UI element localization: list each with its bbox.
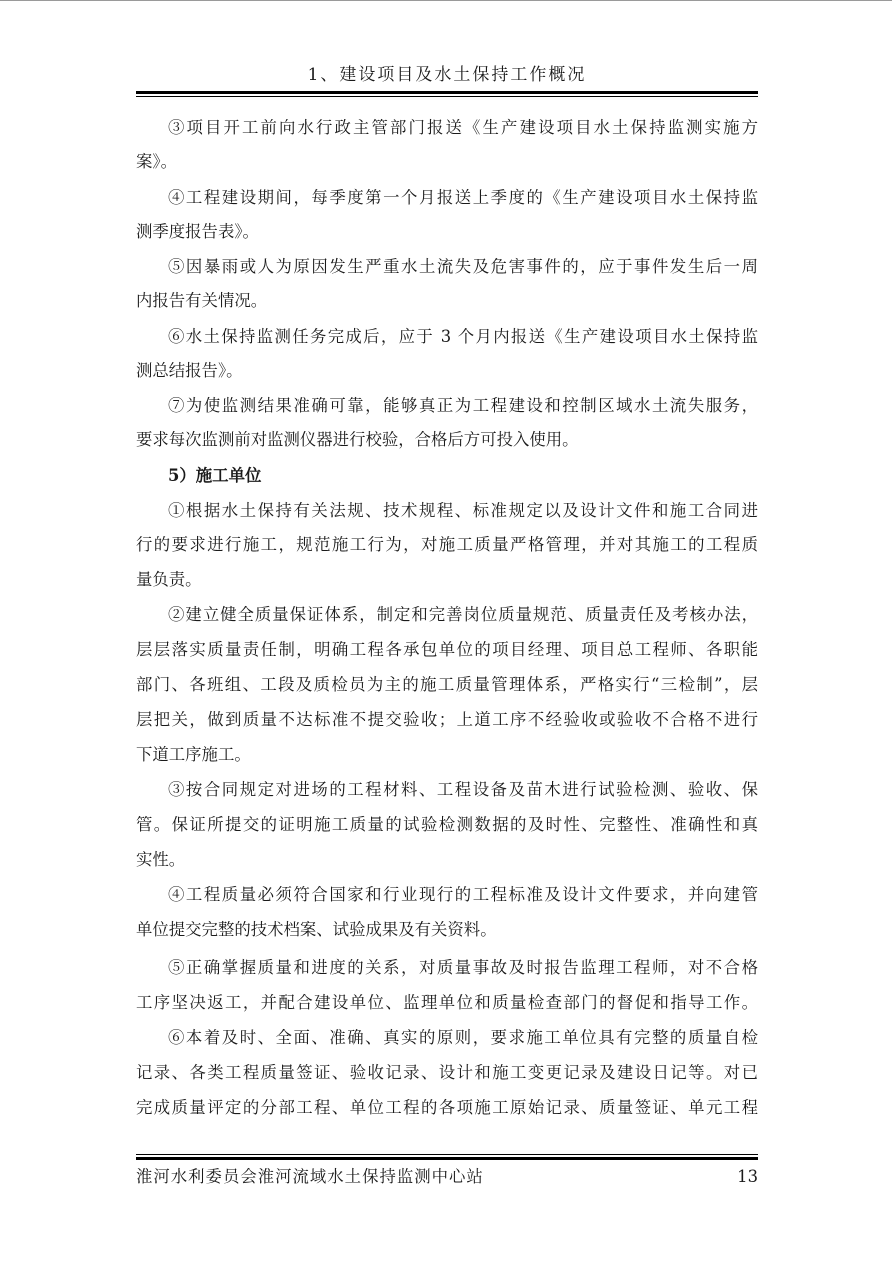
- paragraph-line: ②建立健全质量保证体系，制定和完善岗位质量规范、质量责任及考核办法，: [168, 605, 758, 624]
- page-top-border: [0, 0, 892, 1]
- header-rule-thick: [136, 91, 758, 94]
- footer-rule-thick: [136, 1157, 758, 1160]
- paragraph-line: 要求每次监测前对监测仪器进行校验，合格后方可投入使用。: [136, 430, 579, 449]
- paragraph-line: 案》。: [136, 152, 177, 171]
- paragraph-line: 实性。: [136, 850, 186, 869]
- paragraph-line: ③项目开工前向水行政主管部门报送《生产建设项目水土保持监测实施方: [168, 118, 758, 137]
- paragraph-line: 部门、各班组、工段及质检员为主的施工质量管理体系，严格实行“三检制”，层: [136, 675, 758, 694]
- paragraph-line: ④工程建设期间，每季度第一个月报送上季度的《生产建设项目水土保持监: [168, 188, 758, 207]
- paragraph-line: ⑥本着及时、全面、准确、真实的原则，要求施工单位具有完整的质量自检: [168, 1028, 758, 1047]
- paragraph-line: ①根据水土保持有关法规、技术规程、标准规定以及设计文件和施工合同进: [168, 501, 758, 520]
- paragraph-line: 行的要求进行施工，规范施工行为，对施工质量严格管理，并对其施工的工程质: [136, 535, 758, 554]
- paragraph-line: ④工程质量必须符合国家和行业现行的工程标准及设计文件要求，并向建管: [168, 885, 758, 904]
- paragraph-line: 层把关，做到质量不达标准不提交验收；上道工序不经验收或验收不合格不进行: [136, 710, 758, 729]
- page-header-title: 1、建设项目及水土保持工作概况: [307, 65, 587, 85]
- page-number: 13: [737, 1167, 758, 1186]
- paragraph-line: 测总结报告》。: [136, 361, 243, 380]
- section-heading: 5）施工单位: [168, 466, 262, 485]
- paragraph-line: 单位提交完整的技术档案、试验成果及有关资料。: [136, 920, 497, 939]
- paragraph-line: 量负责。: [136, 570, 202, 589]
- paragraph-line: 记录、各类工程质量签证、验收记录、设计和施工变更记录及建设日记等。对已: [136, 1063, 758, 1082]
- header-rule-thin: [136, 96, 758, 97]
- paragraph-line: 下道工序施工。: [136, 745, 251, 764]
- paragraph-line: ⑦为使监测结果准确可靠，能够真正为工程建设和控制区域水土流失服务，: [168, 396, 758, 415]
- paragraph-line: 工序坚决返工，并配合建设单位、监理单位和质量检查部门的督促和指导工作。: [136, 993, 758, 1012]
- paragraph-line: 管。保证所提交的证明施工质量的试验检测数据的及时性、完整性、准确性和真: [136, 815, 758, 834]
- paragraph-line: 测季度报告表》。: [136, 222, 259, 241]
- paragraph-line: ⑤正确掌握质量和进度的关系，对质量事故及时报告监理工程师，对不合格: [168, 958, 758, 977]
- paragraph-line: 内报告有关情况。: [136, 291, 268, 310]
- footer-rule-thin: [136, 1154, 758, 1155]
- paragraph-line: ③按合同规定对进场的工程材料、工程设备及苗木进行试验检测、验收、保: [168, 780, 758, 799]
- paragraph-line: 完成质量评定的分部工程、单位工程的各项施工原始记录、质量签证、单元工程: [136, 1098, 758, 1117]
- paragraph-line: ⑥水土保持监测任务完成后，应于 3 个月内报送《生产建设项目水土保持监: [168, 327, 758, 346]
- footer-organization: 淮河水利委员会淮河流域水土保持监测中心站: [136, 1167, 484, 1186]
- paragraph-line: ⑤因暴雨或人为原因发生严重水土流失及危害事件的，应于事件发生后一周: [168, 257, 758, 276]
- paragraph-line: 层层落实质量责任制，明确工程各承包单位的项目经理、项目总工程师、各职能: [136, 640, 758, 659]
